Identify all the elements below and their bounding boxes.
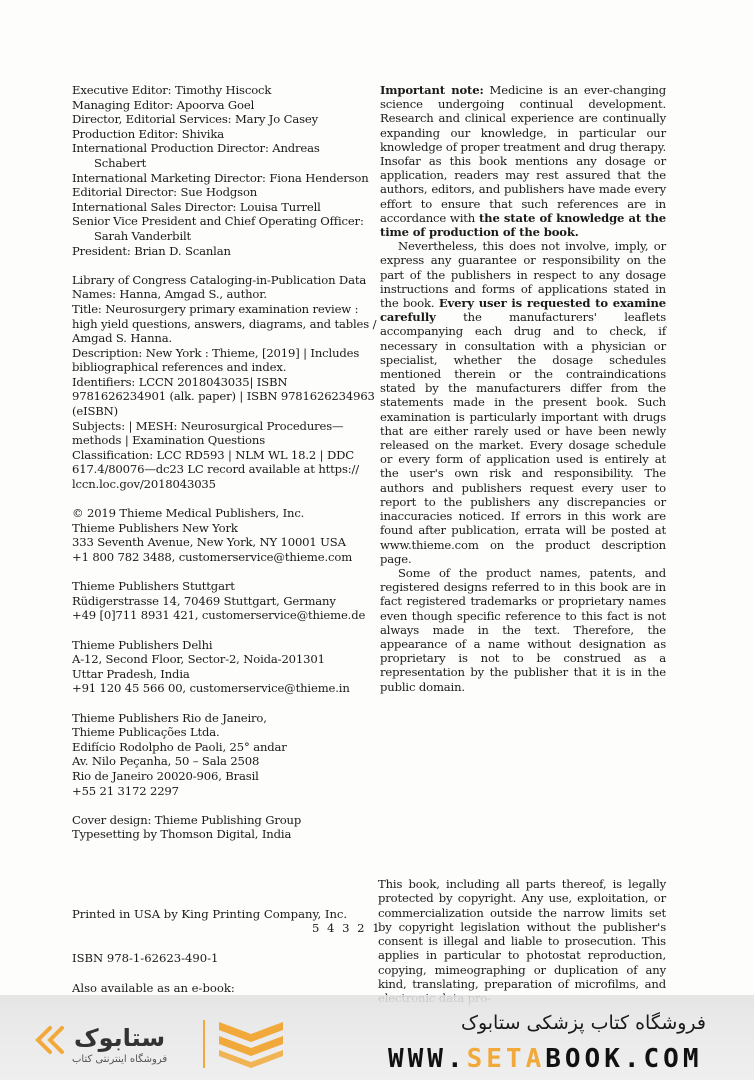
cip-line: high yield questions, answers, diagrams, and tables / — [72, 316, 377, 331]
address-line: Thieme Publishers Delhi — [72, 637, 213, 652]
isbn: ISBN 978-1-62623-490-1 — [72, 951, 219, 965]
address-line: +1 800 782 3488, customerservice@thieme.com — [72, 550, 353, 564]
credit-line: International Production Director: Andreas — [72, 141, 320, 156]
logo-text: ستابوک — [74, 1024, 166, 1052]
printed-in: Printed in USA by King Printing Company, Inc. — [72, 907, 348, 921]
address-line: A-12, Second Floor, Sector-2, Noida-201301 — [72, 652, 325, 667]
design-line: Cover design: Thieme Publishing Group — [72, 812, 302, 827]
address-line: © 2019 Thieme Medical Publishers, Inc. — [72, 506, 305, 521]
cip-line: Classification: LCC RD593 | NLM WL 18.2 | DDC — [72, 447, 354, 462]
dosage-text-start: Nevertheless, this does not involve, imply, or express any guarantee or responsibility on the part of the publishers in respect to any dosage instructions and forms of applications stated in the book. — [380, 239, 666, 311]
book-stack-icon — [213, 1016, 289, 1068]
credit-line: President: Brian D. Scanlan — [72, 243, 231, 258]
cip-line: Amgad S. Hanna. — [72, 331, 173, 346]
cip-line: 617.4/80076—dc23 LC record available at https:// — [72, 462, 360, 477]
cip-heading: Library of Congress Cataloging-in-Publication Data — [72, 272, 367, 287]
dosage-text-end: the manufacturers' leaflets accompanying each drug and to check, if necessary in consultation with a physician or specialist, whether the dosage schedules mentioned therein or the contraindications stated by the manufacturers differ from the statements made in the present book. Such examination is particularly important with drugs that are either rarely used or have been newly released on the market. Every dosage schedule or every form of application used is entirely at the user's own risk and responsibility. The authors and publishers request every user to report to the publishers any discrepancies or inaccuracies noticed. If errors in this work are found after publication, errata will be posted at www.thieme.com on the product description page. — [380, 310, 666, 566]
address-line: Thieme Publicações Ltda. — [72, 725, 220, 740]
note-bold-end: the state of knowledge at the time of production of the book. — [380, 210, 666, 240]
credit-line: Production Editor: Shivika — [72, 126, 224, 141]
cip-line: Names: Hanna, Amgad S., author. — [72, 287, 267, 302]
url-accent: SETA — [466, 1044, 546, 1074]
trademark-paragraph: Some of the product names, patents, and registered designs referred to in this book are in fact registered trademarks or proprietary names even though specific reference to this fact is not always made in the text. Therefore, the appearance of a name without designation as proprietary is not to be construed as a representation by the publisher that it is in the public domain. — [380, 565, 666, 694]
cip-line: lccn.loc.gov/2018043035 — [72, 477, 216, 492]
important-note — [380, 83, 666, 239]
address-line: Thieme Publishers Rio de Janeiro, — [72, 710, 267, 725]
credit-line: International Sales Director: Louisa Turrell — [72, 199, 321, 214]
cip-line: bibliographical references and index. — [72, 360, 287, 375]
design-credits — [72, 813, 362, 842]
address-line: Rio de Janeiro 20020-906, Brasil — [72, 768, 259, 783]
cip-line: Description: New York : Thieme, [2019] | Includes — [72, 345, 360, 360]
address-line: +55 21 3172 2297 — [72, 783, 179, 798]
cip-line: Title: Neurosurgery primary examination review : — [72, 301, 359, 316]
setabook-logo — [24, 1018, 194, 1066]
address-line: Edifício Rodolpho de Paoli, 25° andar — [72, 739, 287, 754]
address-line: Uttar Pradesh, India — [72, 666, 190, 681]
address-line: Rüdigerstrasse 14, 70469 Stuttgart, Germany — [72, 593, 336, 608]
shop-url — [388, 1044, 702, 1074]
address-line: Thieme Publishers Stuttgart — [72, 579, 235, 594]
address-line: Thieme Publishers New York — [72, 520, 238, 535]
address-line: Av. Nilo Peçanha, 50 – Sala 2508 — [72, 754, 260, 769]
credit-line: Executive Editor: Timothy Hiscock — [72, 83, 272, 97]
url-suffix: BOOK.COM — [545, 1044, 703, 1074]
logo-divider — [203, 1020, 205, 1068]
design-line: Typesetting by Thomson Digital, India — [72, 827, 292, 842]
copyright-notice: This book, including all parts thereof, is legally protected by copyright. Any use, exploitation, or commercialization outside the narrow limits set by copyright legislation without the publisher's consent is illegal and liable to prosecution. This applies in particular to photostat reproduction, copying, mimeographing or duplication of any kind, translating, preparation of microfilms, and — [378, 877, 666, 992]
cip-line: Identifiers: LCCN 2018043035| ISBN — [72, 374, 288, 389]
cip-line: (eISBN) — [72, 404, 119, 419]
url-prefix: WWW. — [388, 1044, 467, 1074]
publisher-delhi — [72, 638, 362, 696]
cip-line: methods | Examination Questions — [72, 433, 265, 448]
cip-line: Subjects: | MESH: Neurosurgical Procedures— — [72, 418, 344, 433]
credit-line: Managing Editor: Apoorva Goel — [72, 97, 255, 112]
publisher-rio — [72, 711, 362, 799]
note-label: Important note: — [380, 83, 484, 97]
shop-title: فروشگاه کتاب پزشکی ستابوک — [460, 1012, 706, 1034]
cip-data — [72, 272, 377, 492]
credit-line: International Marketing Director: Fiona Henderson — [72, 170, 369, 185]
credit-line: Senior Vice President and Chief Operating Officer: — [72, 214, 364, 229]
credit-line: Director, Editorial Services: Mary Jo Casey — [72, 112, 319, 127]
address-line: +91 120 45 566 00, customerservice@thieme.in — [72, 681, 350, 696]
credit-line: Schabert — [94, 155, 147, 170]
publisher-stuttgart — [72, 579, 366, 623]
ebook-note: Also available as an e-book: — [72, 981, 235, 995]
address-line: 333 Seventh Avenue, New York, NY 10001 USA — [72, 535, 346, 550]
address-line: +49 [0]711 8931 421, customerservice@thieme.de — [72, 608, 366, 623]
dosage-bold: Every user is requested to examine carefully — [380, 296, 666, 325]
note-text: Medicine is an ever-changing science undergoing continual development. Research and clinical experience are continually expanding our knowledge, in particular our knowledge of proper treatment and drug therapy. Insofar as this book mentions any dosage or application, readers may rest assured that the authors, editors, and publishers have made every effort to ensure that such references are in accordance with — [380, 83, 666, 225]
credit-line: Sarah Vanderbilt — [94, 228, 192, 243]
dosage-paragraph — [380, 239, 666, 566]
right-column — [380, 83, 666, 694]
edition-number: 5 4 3 2 1 — [312, 921, 382, 935]
cip-line: 9781626234901 (alk. paper) | ISBN 9781626234963 — [72, 389, 375, 404]
left-column — [72, 83, 377, 856]
editorial-credits — [72, 83, 369, 258]
credit-line: Editorial Director: Sue Hodgson — [72, 185, 258, 200]
publisher-new-york — [72, 506, 362, 564]
logo-subtitle: فروشگاه اینترنتی کتاب — [72, 1054, 168, 1065]
